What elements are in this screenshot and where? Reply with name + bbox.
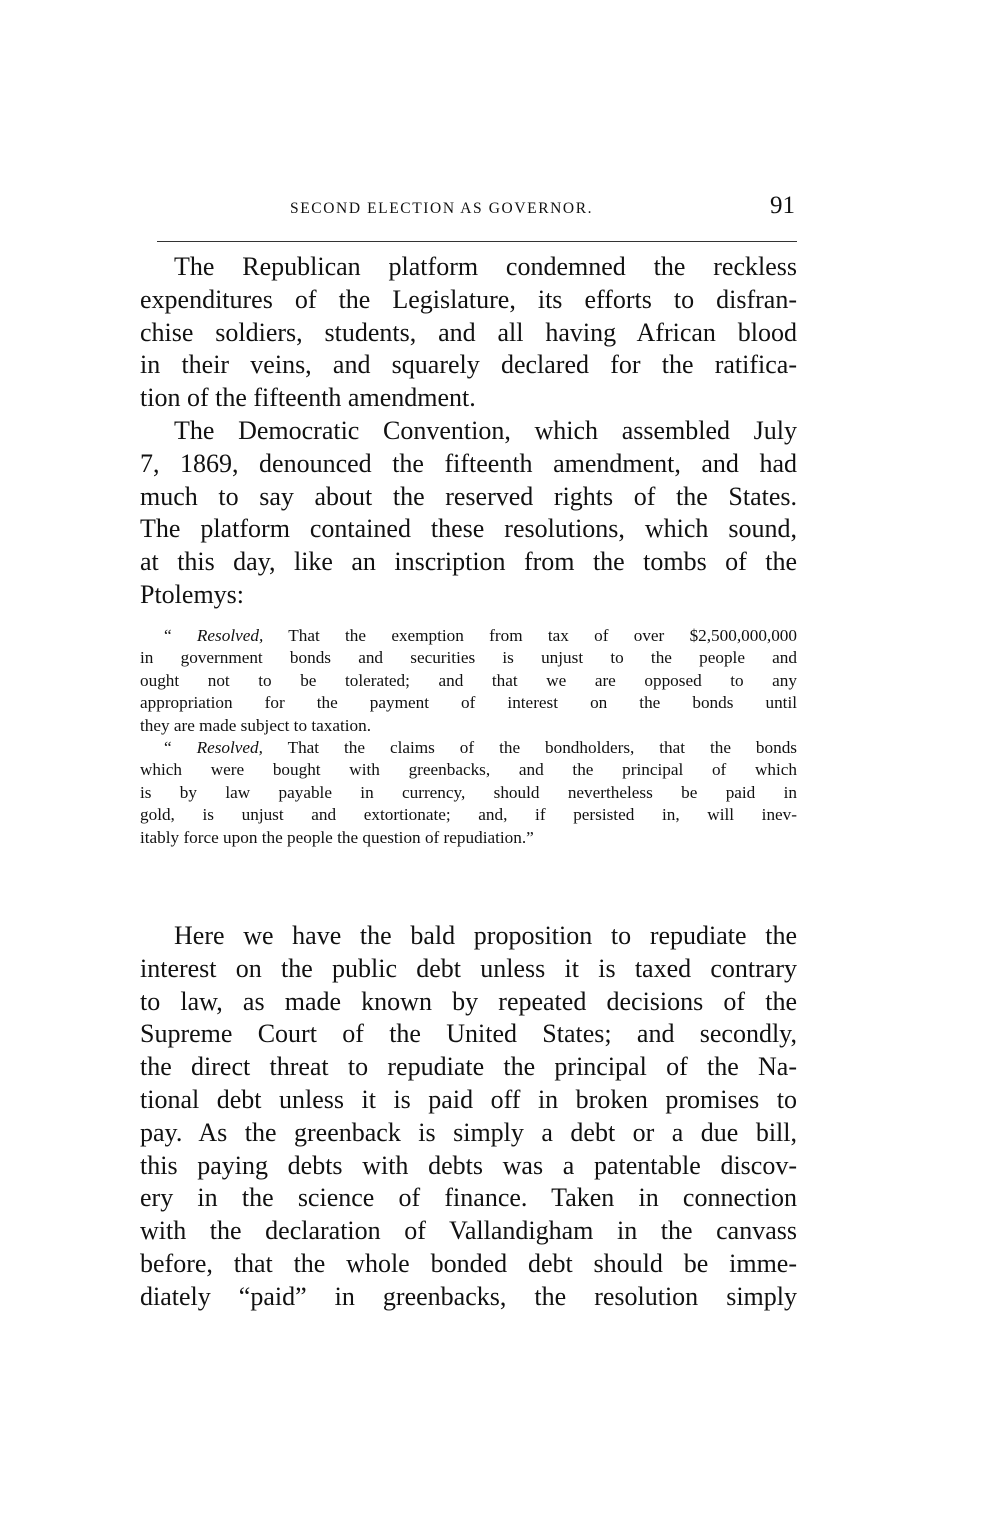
paragraph-repudiation	[140, 920, 797, 1314]
text-line: chise soldiers, students, and all having African blood	[140, 317, 797, 347]
quote-text: That the claims of the bondholders, that the bonds	[262, 737, 797, 757]
text-line: pay. As the greenback is simply a debt or a due bill,	[140, 1117, 797, 1147]
paragraph-democratic-convention	[140, 415, 797, 612]
text-line: The Democratic Convention, which assembled July	[174, 416, 797, 445]
text-line: The Republican platform condemned the reckless	[174, 252, 797, 281]
text-line: The platform contained these resolutions, which sound,	[140, 514, 797, 544]
quote-line: which were bought with greenbacks, and the principal of which	[140, 760, 797, 780]
header-rule	[157, 241, 797, 242]
text-line: in their veins, and squarely declared for the ratifica-	[140, 350, 797, 380]
text-line: Supreme Court of the United States; and secondly,	[140, 1019, 797, 1049]
text-line: to law, as made known by repeated decisions of the	[140, 986, 797, 1016]
text-line: at this day, like an inscription from the tombs of the	[140, 547, 797, 577]
page-number: 91	[770, 192, 795, 219]
text-line: before, that the whole bonded debt should be imme-	[140, 1248, 797, 1278]
text-line: Ptolemys:	[140, 579, 245, 609]
running-title: SECOND ELECTION AS GOVERNOR.	[290, 200, 594, 217]
resolved-label: Resolved,	[196, 737, 263, 757]
quote-line: ought not to be tolerated; and that we are opposed to any	[140, 670, 797, 690]
text-line: 7, 1869, denounced the fifteenth amendment, and had	[140, 448, 797, 478]
text-line: Here we have the bald proposition to repudiate the	[174, 921, 797, 950]
text-line: diately “paid” in greenbacks, the resolution simply	[140, 1281, 797, 1311]
open-quote: “	[164, 626, 197, 645]
quote-line	[140, 625, 797, 647]
quote-line: they are made subject to taxation.	[140, 715, 371, 735]
text-line: with the declaration of Vallandigham in the canvass	[140, 1216, 797, 1246]
quote-line: appropriation for the payment of interest on the bonds until	[140, 693, 797, 713]
running-header	[140, 192, 797, 226]
resolved-label: Resolved,	[196, 626, 264, 645]
block-quote-resolutions	[140, 625, 797, 849]
quote-line: is by law payable in currency, should nevertheless be paid in	[140, 782, 797, 802]
text-line: much to say about the reserved rights of the States.	[140, 481, 797, 511]
open-quote: “	[164, 737, 197, 757]
text-line: the direct threat to repudiate the principal of the Na-	[140, 1052, 797, 1082]
text-line: ery in the science of finance. Taken in connection	[140, 1183, 797, 1213]
text-line: tion of the fifteenth amendment.	[140, 383, 476, 413]
quote-line: in government bonds and securities is unjust to the people and	[140, 648, 797, 668]
text-line: interest on the public debt unless it is taxed contrary	[140, 953, 797, 983]
quote-text: That the exemption from tax of over $2,500,000,000	[263, 626, 797, 645]
text-line: tional debt unless it is paid off in broken promises to	[140, 1084, 797, 1114]
text-line: expenditures of the Legislature, its efforts to disfran-	[140, 284, 797, 314]
paragraph-republican-platform	[140, 251, 797, 415]
text-line: this paying debts with debts was a patentable discov-	[140, 1150, 797, 1180]
quote-line: gold, is unjust and extortionate; and, if persisted in, will inev-	[140, 805, 797, 825]
quote-line	[140, 737, 797, 759]
quote-line: itably force upon the people the question of repudiation.”	[140, 827, 534, 847]
